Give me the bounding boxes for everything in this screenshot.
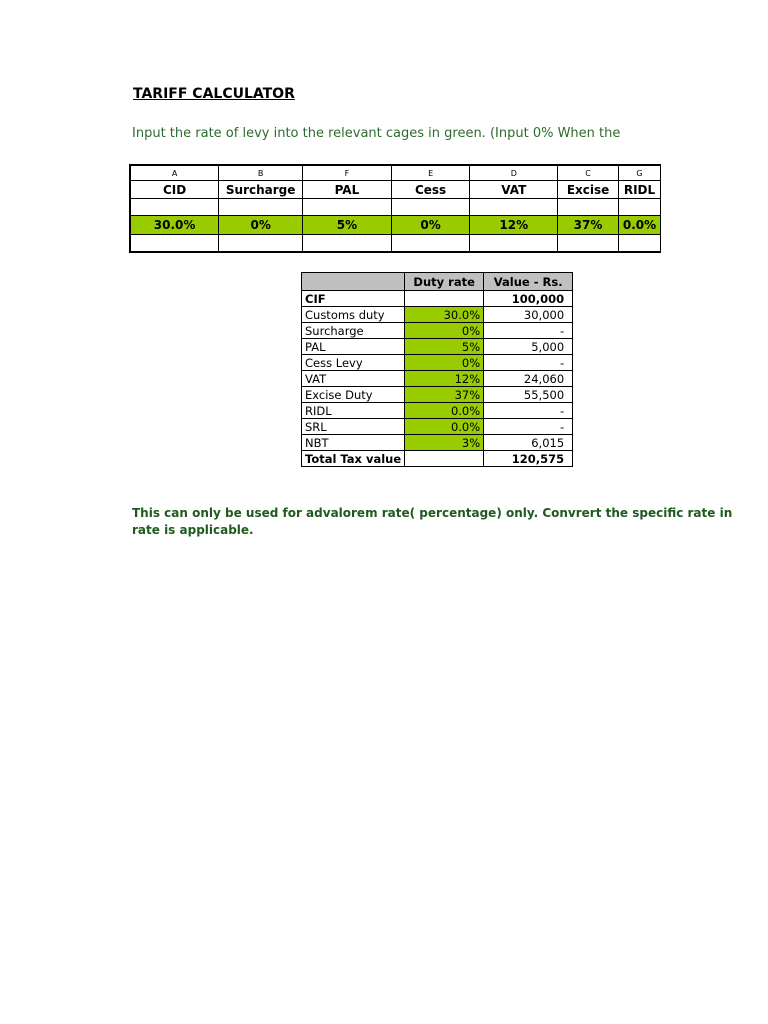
row-label: NBT: [302, 435, 405, 451]
column-letter: B: [219, 165, 303, 181]
row-label: VAT: [302, 371, 405, 387]
usage-note-line: rate is applicable.: [132, 523, 254, 537]
row-label: RIDL: [302, 403, 405, 419]
total-row: [302, 451, 573, 467]
usage-note: [132, 505, 733, 539]
table-row: [302, 419, 573, 435]
column-letter: E: [391, 165, 470, 181]
row-value: 6,015: [484, 435, 573, 451]
levy-rate-table-container: [129, 164, 661, 256]
levy-name-ridl: RIDL: [618, 181, 660, 199]
table-row: [302, 371, 573, 387]
header-value: Value - Rs.: [484, 273, 573, 291]
row-value: 100,000: [484, 291, 573, 307]
row-value: -: [484, 403, 573, 419]
levy-rate-input-row: [130, 216, 661, 235]
row-rate[interactable]: 5%: [405, 339, 484, 355]
row-label: Cess Levy: [302, 355, 405, 371]
column-letter: A: [130, 165, 219, 181]
row-label: Surcharge: [302, 323, 405, 339]
row-rate[interactable]: 0.0%: [405, 419, 484, 435]
row-label: SRL: [302, 419, 405, 435]
levy-name-cid: CID: [130, 181, 219, 199]
blank-row: [130, 199, 661, 216]
surcharge-rate-input[interactable]: 0%: [219, 216, 303, 235]
usage-note-line: This can only be used for advalorem rate( percentage) only. Convrert the specific rate in: [132, 506, 733, 520]
total-tax-value: 120,575: [484, 451, 573, 467]
row-rate[interactable]: 3%: [405, 435, 484, 451]
instruction-text: Input the rate of levy into the relevant cages in green. (Input 0% When the: [132, 126, 621, 141]
page-title: TARIFF CALCULATOR: [133, 86, 295, 102]
cid-rate-input[interactable]: 30.0%: [130, 216, 219, 235]
row-rate[interactable]: 0%: [405, 323, 484, 339]
blank-row: [130, 235, 661, 253]
table-header-row: [302, 273, 573, 291]
table-row: [302, 355, 573, 371]
row-value: -: [484, 419, 573, 435]
row-rate: [405, 291, 484, 307]
vat-rate-input[interactable]: 12%: [470, 216, 558, 235]
row-label: CIF: [302, 291, 405, 307]
tax-calculation-table: [301, 272, 573, 467]
row-value: -: [484, 323, 573, 339]
row-value: 30,000: [484, 307, 573, 323]
row-value: 24,060: [484, 371, 573, 387]
row-rate[interactable]: 0%: [405, 355, 484, 371]
excise-rate-input[interactable]: 37%: [558, 216, 619, 235]
pal-rate-input[interactable]: 5%: [303, 216, 392, 235]
column-letter: F: [303, 165, 392, 181]
table-row: [302, 387, 573, 403]
row-rate[interactable]: 37%: [405, 387, 484, 403]
levy-name-surcharge: Surcharge: [219, 181, 303, 199]
table-row: [302, 435, 573, 451]
header-label: [302, 273, 405, 291]
table-row: [302, 291, 573, 307]
row-rate: [405, 451, 484, 467]
levy-rate-table: [129, 164, 661, 253]
levy-name-row: [130, 181, 661, 199]
table-row: [302, 307, 573, 323]
column-letter-row: [130, 165, 661, 181]
row-label: Excise Duty: [302, 387, 405, 403]
row-label: Customs duty: [302, 307, 405, 323]
row-label: Total Tax value: [302, 451, 405, 467]
table-row: [302, 339, 573, 355]
column-letter: G: [618, 165, 660, 181]
row-value: 55,500: [484, 387, 573, 403]
column-letter: D: [470, 165, 558, 181]
header-duty-rate: Duty rate: [405, 273, 484, 291]
row-rate[interactable]: 0.0%: [405, 403, 484, 419]
ridl-rate-input[interactable]: 0.0%: [618, 216, 660, 235]
levy-name-vat: VAT: [470, 181, 558, 199]
table-row: [302, 403, 573, 419]
row-label: PAL: [302, 339, 405, 355]
levy-name-pal: PAL: [303, 181, 392, 199]
row-rate[interactable]: 30.0%: [405, 307, 484, 323]
row-value: -: [484, 355, 573, 371]
levy-name-excise: Excise: [558, 181, 619, 199]
cess-rate-input[interactable]: 0%: [391, 216, 470, 235]
row-value: 5,000: [484, 339, 573, 355]
table-row: [302, 323, 573, 339]
column-letter: C: [558, 165, 619, 181]
levy-name-cess: Cess: [391, 181, 470, 199]
row-rate[interactable]: 12%: [405, 371, 484, 387]
